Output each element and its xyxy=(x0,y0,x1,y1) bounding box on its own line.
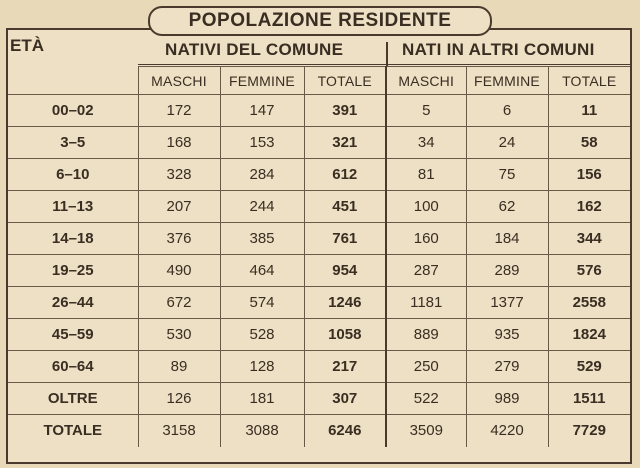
group-header-natives: NATIVI DEL COMUNE xyxy=(165,40,344,59)
value-cell: 490 xyxy=(138,255,220,287)
age-label: 11–13 xyxy=(8,191,138,223)
total-cell: 162 xyxy=(548,191,630,223)
table-row xyxy=(8,191,630,223)
value-cell: 284 xyxy=(220,159,304,191)
table-row xyxy=(8,287,630,319)
value-cell: 5 xyxy=(386,95,466,127)
total-cell: 7729 xyxy=(548,415,630,447)
total-cell: 1824 xyxy=(548,319,630,351)
value-cell: 4220 xyxy=(466,415,548,447)
total-cell: 344 xyxy=(548,223,630,255)
total-cell: 576 xyxy=(548,255,630,287)
value-cell: 289 xyxy=(466,255,548,287)
value-cell: 184 xyxy=(466,223,548,255)
total-cell: 11 xyxy=(548,95,630,127)
value-cell: 889 xyxy=(386,319,466,351)
value-cell: 1181 xyxy=(386,287,466,319)
table-row xyxy=(8,415,630,447)
value-cell: 528 xyxy=(220,319,304,351)
value-cell: 89 xyxy=(138,351,220,383)
value-cell: 147 xyxy=(220,95,304,127)
group-separator xyxy=(386,42,388,66)
value-cell: 989 xyxy=(466,383,548,415)
value-cell: 34 xyxy=(386,127,466,159)
value-cell: 160 xyxy=(386,223,466,255)
age-label: 26–44 xyxy=(8,287,138,319)
value-cell: 935 xyxy=(466,319,548,351)
value-cell: 168 xyxy=(138,127,220,159)
value-cell: 3158 xyxy=(138,415,220,447)
value-cell: 153 xyxy=(220,127,304,159)
table-row xyxy=(8,127,630,159)
value-cell: 24 xyxy=(466,127,548,159)
population-table xyxy=(8,66,630,447)
value-cell: 250 xyxy=(386,351,466,383)
value-cell: 172 xyxy=(138,95,220,127)
table-title: POPOLAZIONE RESIDENTE xyxy=(148,6,492,36)
subheader-empty xyxy=(8,67,138,95)
age-label: 60–64 xyxy=(8,351,138,383)
total-cell: 529 xyxy=(548,351,630,383)
total-cell: 391 xyxy=(304,95,386,127)
value-cell: 6 xyxy=(466,95,548,127)
value-cell: 3088 xyxy=(220,415,304,447)
total-cell: 2558 xyxy=(548,287,630,319)
group-header-other-comuni: NATI IN ALTRI COMUNI xyxy=(402,40,595,59)
subheader-cell: FEMMINE xyxy=(466,67,548,95)
group-underline-other-comuni xyxy=(388,64,630,65)
value-cell: 128 xyxy=(220,351,304,383)
value-cell: 75 xyxy=(466,159,548,191)
subheader-cell: FEMMINE xyxy=(220,67,304,95)
age-column-header: ETÀ xyxy=(10,36,44,55)
age-label: OLTRE xyxy=(8,383,138,415)
value-cell: 207 xyxy=(138,191,220,223)
table-row xyxy=(8,383,630,415)
value-cell: 3509 xyxy=(386,415,466,447)
age-label: 3–5 xyxy=(8,127,138,159)
value-cell: 574 xyxy=(220,287,304,319)
total-cell: 217 xyxy=(304,351,386,383)
table-row xyxy=(8,351,630,383)
total-cell: 451 xyxy=(304,191,386,223)
value-cell: 181 xyxy=(220,383,304,415)
value-cell: 522 xyxy=(386,383,466,415)
table-row xyxy=(8,159,630,191)
group-underline-natives xyxy=(138,64,386,65)
table-row xyxy=(8,223,630,255)
total-cell: 1246 xyxy=(304,287,386,319)
age-label: 14–18 xyxy=(8,223,138,255)
value-cell: 81 xyxy=(386,159,466,191)
table-row xyxy=(8,95,630,127)
table-row xyxy=(8,319,630,351)
value-cell: 62 xyxy=(466,191,548,223)
total-cell: 307 xyxy=(304,383,386,415)
value-cell: 530 xyxy=(138,319,220,351)
age-label: TOTALE xyxy=(8,415,138,447)
value-cell: 244 xyxy=(220,191,304,223)
value-cell: 1377 xyxy=(466,287,548,319)
total-cell: 156 xyxy=(548,159,630,191)
subheader-cell: TOTALE xyxy=(548,67,630,95)
value-cell: 672 xyxy=(138,287,220,319)
value-cell: 385 xyxy=(220,223,304,255)
total-cell: 612 xyxy=(304,159,386,191)
value-cell: 100 xyxy=(386,191,466,223)
subheader-row xyxy=(8,67,630,95)
total-cell: 761 xyxy=(304,223,386,255)
value-cell: 287 xyxy=(386,255,466,287)
total-cell: 6246 xyxy=(304,415,386,447)
total-cell: 58 xyxy=(548,127,630,159)
subheader-cell: MASCHI xyxy=(386,67,466,95)
value-cell: 279 xyxy=(466,351,548,383)
subheader-cell: MASCHI xyxy=(138,67,220,95)
age-label: 00–02 xyxy=(8,95,138,127)
value-cell: 464 xyxy=(220,255,304,287)
total-cell: 954 xyxy=(304,255,386,287)
age-label: 6–10 xyxy=(8,159,138,191)
subheader-cell: TOTALE xyxy=(304,67,386,95)
total-cell: 321 xyxy=(304,127,386,159)
value-cell: 328 xyxy=(138,159,220,191)
age-label: 19–25 xyxy=(8,255,138,287)
age-label: 45–59 xyxy=(8,319,138,351)
total-cell: 1058 xyxy=(304,319,386,351)
value-cell: 376 xyxy=(138,223,220,255)
total-cell: 1511 xyxy=(548,383,630,415)
table-row xyxy=(8,255,630,287)
value-cell: 126 xyxy=(138,383,220,415)
